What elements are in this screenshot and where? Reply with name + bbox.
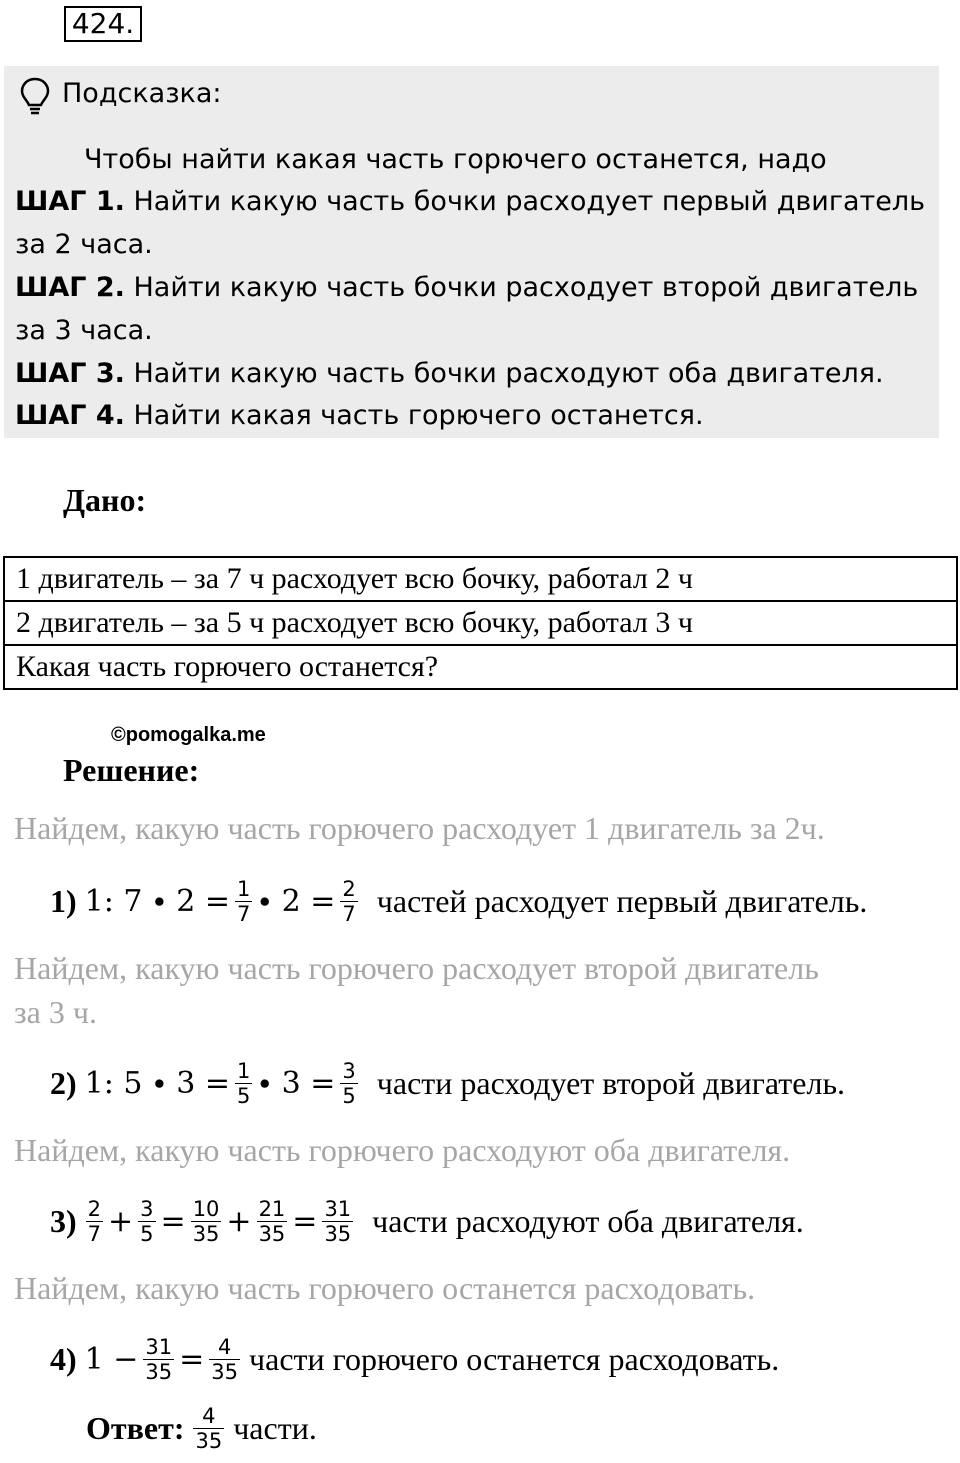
denominator: 35 [145,1359,173,1384]
step-text: Найти какую часть бочки расходует второй двигатель [133,272,919,303]
math-operator: = [292,1203,318,1239]
equation-label: 4) [50,1340,77,1377]
fraction [191,1197,222,1246]
fraction [143,1335,174,1384]
equation-label: 3) [50,1202,77,1239]
lightbulb-icon [18,76,52,116]
table-cell: 2 двигатель – за 5 ч расходует всю бочку, работал 3 ч [4,601,957,645]
answer-label: Ответ: [86,1409,185,1446]
table-row [4,557,957,601]
fraction [340,877,357,926]
math-operator: + [108,1203,134,1239]
given-title: Дано: [63,482,147,518]
denominator: 35 [195,1428,223,1453]
step-label: ШАГ 4. [15,400,125,431]
math-operator: + [226,1203,252,1239]
answer [86,1393,317,1463]
fraction [193,1404,224,1453]
denominator: 5 [342,1083,356,1108]
denominator: 35 [324,1221,352,1246]
explain-step-4: Найдем, какую часть горючего останется расходовать. [14,1270,756,1306]
hint-step-4 [15,400,704,431]
table-row [4,601,957,645]
math-operator: = [160,1203,186,1239]
math-expr: ∙ 3 = [257,1065,336,1101]
fraction [322,1197,353,1246]
numerator: 4 [202,1403,216,1428]
fraction [138,1197,155,1246]
task-number: 424. [64,6,142,42]
numerator: 31 [324,1196,352,1221]
numerator: 2 [87,1196,102,1221]
explain-step-2: Найдем, какую часть горючего расходует второй двигатель [14,950,819,986]
hint-step-1-cont: за 2 часа. [15,229,153,260]
fraction [86,1197,103,1246]
step-label: ШАГ 3. [15,358,125,389]
numerator: 3 [140,1196,154,1221]
math-expr: ∙ 2 = [257,883,336,919]
solution-title: Решение: [63,752,200,788]
denominator: 5 [140,1221,154,1246]
numerator: 3 [342,1058,356,1083]
fraction [235,1059,252,1108]
step-text: Найти какую часть бочки расходуют оба двигателя. [133,358,884,389]
denominator: 35 [258,1221,286,1246]
numerator: 10 [192,1196,220,1221]
table-row [4,645,957,689]
equation-2 [50,1048,845,1118]
fraction [235,877,252,926]
explain-step-2-cont: за 3 ч. [14,994,97,1030]
step-label: ШАГ 2. [15,272,125,303]
hint-step-2-cont: за 3 часа. [15,315,153,346]
hint-step-2 [15,272,918,303]
denominator: 7 [237,901,251,926]
hint-intro: Чтобы найти какая часть горючего останется, надо [84,144,827,175]
math-expr: 1: 7 ∙ 2 = [84,883,231,919]
step-text: Найти какая часть горючего останется. [133,400,704,431]
numerator: 4 [217,1334,232,1359]
denominator: 5 [237,1083,251,1108]
hint-title: Подсказка: [62,78,222,109]
fraction [340,1059,357,1108]
fraction [209,1335,240,1384]
numerator: 2 [342,876,356,901]
equation-label: 2) [50,1064,77,1101]
table-cell: Какая часть горючего останется? [4,645,957,689]
given-table [3,556,958,690]
fraction [257,1197,288,1246]
denominator: 35 [192,1221,220,1246]
explain-step-1: Найдем, какую часть горючего расходует 1 двигатель за 2ч. [14,810,825,846]
equation-text: части расходуют оба двигателя. [372,1202,804,1239]
math-expr: = [179,1341,205,1377]
hint-step-1 [15,186,925,217]
numerator: 31 [145,1334,173,1359]
step-label: ШАГ 1. [15,186,125,217]
equation-text: частей расходует первый двигатель. [376,882,868,919]
equation-1 [50,866,867,936]
denominator: 7 [342,901,356,926]
step-text: Найти какую часть бочки расходует первый двигатель [133,186,926,217]
copyright: ©pomogalka.me [111,724,266,746]
hint-step-3 [15,358,884,389]
denominator: 35 [211,1359,239,1384]
equation-text: части горючего останется расходовать. [249,1340,780,1377]
table-cell: 1 двигатель – за 7 ч расходует всю бочку, работал 2 ч [4,557,957,601]
numerator: 21 [258,1196,286,1221]
math-expr: 1: 5 ∙ 3 = [84,1065,231,1101]
explain-step-3: Найдем, какую часть горючего расходуют оба двигателя. [14,1132,791,1168]
equation-3 [50,1186,804,1256]
numerator: 1 [237,876,251,901]
equation-text: части расходует второй двигатель. [376,1064,846,1101]
equation-4 [50,1324,779,1394]
hint-box [4,66,939,438]
equation-label: 1) [50,882,77,919]
answer-text: части. [233,1409,317,1446]
denominator: 7 [87,1221,102,1246]
math-expr: 1 − [84,1341,139,1377]
numerator: 1 [237,1058,251,1083]
